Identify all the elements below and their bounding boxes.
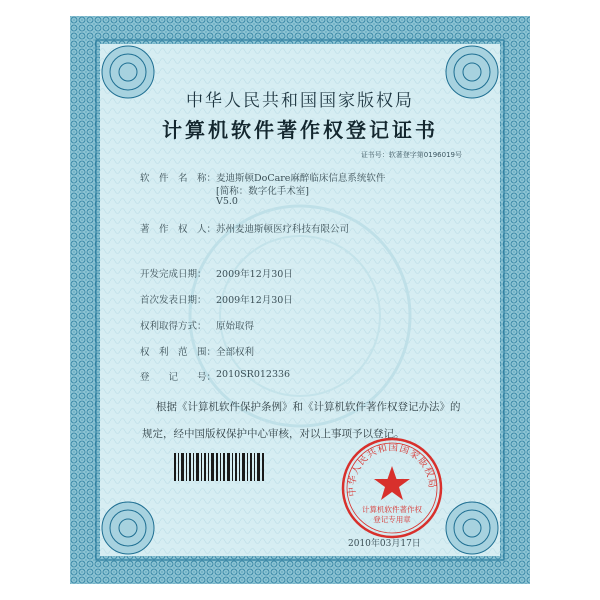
seal-inner-line-1: 计算机软件著作权 — [362, 505, 422, 514]
field-label: 权利取得方式： — [140, 321, 207, 332]
official-seal — [340, 436, 444, 540]
field-value: 原始取得 — [216, 321, 255, 332]
seal-ring-text: 中华人民共和国国家版权局 — [346, 442, 438, 497]
statement-line-1: 根据《计算机软件保护条例》和《计算机软件著作权登记办法》的 — [156, 401, 461, 413]
certificate — [70, 16, 530, 584]
certificate-number — [361, 150, 462, 160]
field-value: 苏州麦迪斯顿医疗科技有限公司 — [216, 224, 350, 235]
certificate-number-label: 证书号： — [360, 151, 389, 159]
field-value: V5.0 — [216, 196, 238, 207]
issuing-authority: 中华人民共和国国家版权局 — [186, 91, 414, 111]
seal-inner-line-2: 登记专用章 — [373, 515, 411, 524]
field-value: 2009年12月30日 — [216, 295, 293, 306]
statement-line-2: 规定，经中国版权保护中心审核，对以上事项予以登记。 — [142, 428, 405, 440]
field-label: 首次发表日期： — [140, 295, 207, 306]
field-value: 2009年12月30日 — [216, 269, 293, 280]
certificate-number-value: 软著登字第0196019号 — [388, 151, 462, 159]
field-label: 软 件 名 称： — [140, 173, 217, 184]
issue-date: 2010年03月17日 — [348, 539, 421, 549]
field-label: 登 记 号： — [140, 372, 217, 383]
field-value: 全部权利 — [216, 347, 255, 358]
certificate-title: 计算机软件著作权登记证书 — [162, 118, 438, 142]
field-value: [简称：数字化手术室] — [216, 186, 309, 197]
field-label: 开发完成日期： — [140, 269, 207, 280]
barcode — [174, 453, 264, 481]
field-value: 麦迪斯顿DoCare麻醉临床信息系统软件 — [216, 173, 386, 184]
star-icon — [374, 466, 410, 500]
field-label: 权 利 范 围： — [140, 347, 217, 358]
field-value: 2010SR012336 — [216, 369, 291, 380]
field-label: 著 作 权 人： — [140, 224, 217, 235]
